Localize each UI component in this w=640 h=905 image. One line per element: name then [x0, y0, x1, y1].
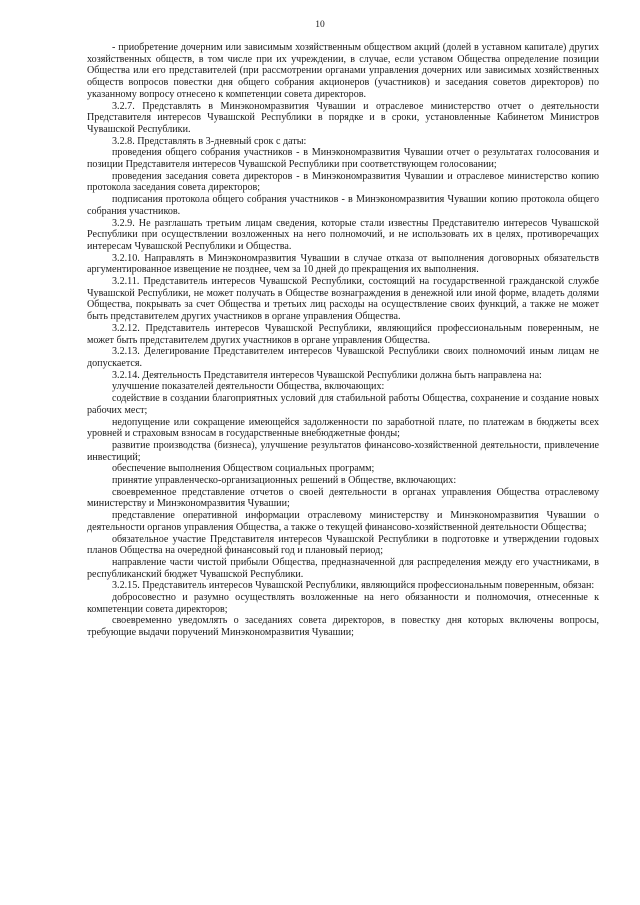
paragraph: своевременное представление отчетов о своей деятельности в органах управления Общества отраслевому министерству и Минэкономразвития Чувашии;: [87, 486, 599, 510]
paragraph: представление оперативной информации отраслевому министерству и Минэкономразвития Чувашии о деятельности органов управления Общества, а также о текущей финансово-хозяйственной деятельности Общества;: [87, 510, 599, 533]
paragraph: принятие управленческо-организационных решений в Обществе, включающих:: [112, 475, 457, 487]
paragraph: проведения заседания совета директоров - в Минэкономразвития Чувашии и отраслевое министерство копию протокола заседания совета директоров;: [87, 170, 599, 194]
paragraph: 3.2.12. Представитель интересов Чувашской Республики, являющийся профессиональным поверенным, не может быть представителем других участников в органе управления Общества.: [87, 322, 599, 346]
paragraph: 3.2.10. Направлять в Минэкономразвития Чувашии в случае отказа от выполнения договорных обязательств аргументированное извещение не позднее, чем за 10 дней до прекращения их выполнения.: [87, 252, 599, 276]
paragraph: улучшение показателей деятельности Общества, включающих:: [112, 381, 385, 393]
paragraph: 3.2.14. Деятельность Представителя интересов Чувашской Республики должна быть направлена на:: [112, 369, 542, 381]
paragraph: 3.2.7. Представлять в Минэкономразвития Чувашии и отраслевое министерство отчет о деятельности Представителя интересов Чувашской Республики в порядке и в сроки, установленные Кабинетом Министров Чувашской Республики.: [87, 100, 599, 135]
paragraph: 3.2.13. Делегирование Представителем интересов Чувашской Республики своих полномочий иным лицам не допускается.: [87, 346, 599, 369]
paragraph: добросовестно и разумно осуществлять возложенные на него обязанности и полномочия, отнесенные к компетенции совета директоров;: [87, 592, 599, 615]
paragraph: обязательное участие Представителя интересов Чувашской Республики в подготовке и утверждении годовых планов Общества на очередной финансовый год и плановый период;: [87, 533, 599, 557]
paragraph: проведения общего собрания участников - в Минэкономразвития Чувашии отчет о результатах голосования и позиции Представителя интересов Чувашской Республики при соответствующем голосовании;: [87, 147, 599, 171]
paragraph: содействие в создании благоприятных условий для стабильной работы Общества, сохранение и создание новых рабочих мест;: [87, 393, 599, 416]
paragraph: направление части чистой прибыли Общества, предназначенной для распределения между его участниками, в республиканский бюджет Чувашской Республики.: [87, 556, 599, 580]
paragraph: 3.2.9. Не разглашать третьим лицам сведения, которые стали известны Представителю интересов Чувашской Республики при осуществлении возложенных на него полномочий, и не использовать их в целях, противоречащих интересам Чувашской Республики и Общества.: [87, 217, 599, 252]
paragraph: 3.2.11. Представитель интересов Чувашской Республики, состоящий на государственной гражданской службе Чувашской Республики, не может получать в Обществе вознаграждения в денежной или иной форме, владеть долями Общества, покрывать за счет Общества и третьих лиц расходы на осуществление своих функций, а также не может быть представителем других участников в органе управления Общества.: [87, 276, 599, 323]
paragraph: 3.2.8. Представлять в 3-дневный срок с даты:: [112, 135, 307, 147]
paragraph: обеспечение выполнения Обществом социальных программ;: [112, 463, 375, 475]
paragraph: недопущение или сокращение имеющейся задолженности по заработной плате, по платежам в бюджеты всех уровней и страховым взносам в государственные внебюджетные фонды;: [87, 416, 599, 440]
paragraph: развитие производства (бизнеса), улучшение результатов финансово-хозяйственной деятельности, привлечение инвестиций;: [87, 439, 599, 463]
paragraph: подписания протокола общего собрания участников - в Минэкономразвития Чувашии копию протокола общего собрания участников.: [87, 194, 599, 217]
paragraph: своевременно уведомлять о заседаниях совета директоров, в повестку дня которых включены вопросы, требующие выдачи поручений Минэкономразвития Чувашии;: [87, 615, 599, 639]
paragraph: - приобретение дочерним или зависимым хозяйственным обществом акций (долей в уставном капитале) других хозяйственных обществ, в том числе при их учреждении, в случае, если уставом Общества определение позиции Общества или его представителей (при рассмотрении органами управления дочерних или зависимых хозяйственных обществ вопросов повестки дня общего собрания акционеров (участников) и заседания советов директоров) по указанному вопросу отнесено к компетенции совета директоров.: [87, 42, 599, 100]
document-body: [87, 42, 599, 639]
paragraph: 3.2.15. Представитель интересов Чувашской Республики, являющийся профессиональным поверенным, обязан:: [112, 580, 595, 592]
page-number: 10: [315, 20, 325, 30]
